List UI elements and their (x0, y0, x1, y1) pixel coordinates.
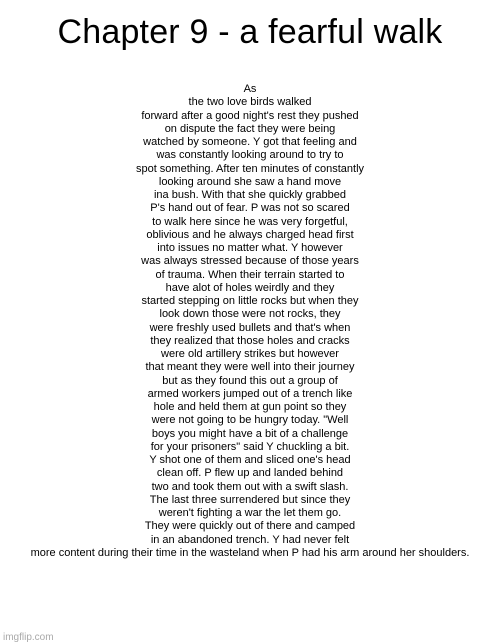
story-line: on dispute the fact they were being (164, 122, 336, 135)
story-line: started stepping on little rocks but when they (141, 295, 359, 307)
story-line: but as they found this out a group of (162, 374, 338, 387)
story-line: As (243, 83, 257, 95)
story-line: clean off. P flew up and landed behind (156, 467, 344, 480)
imgflip-watermark: imgflip.com (3, 632, 54, 643)
story-text (0, 83, 500, 560)
story-line: armed workers jumped out of a trench like (147, 387, 353, 400)
story-line: forward after a good night's rest they pushed (141, 109, 359, 122)
story-line: oblivious and he always charged head first (146, 228, 354, 241)
story-line: ina bush. With that she quickly grabbed (153, 189, 346, 201)
story-line: boys you might have a bit of a challenge (151, 427, 349, 440)
story-line: were old artillery strikes but however (161, 348, 339, 360)
story-line: more content during their time in the wasteland when P had his arm around her shoulders. (30, 546, 470, 559)
story-line: for your prisoners" said Y chuckling a bit. (150, 440, 350, 453)
story-line: of trauma. When their terrain started to (155, 268, 345, 281)
story-line: into issues no matter what. Y however (157, 242, 343, 254)
story-line: to walk here since he was very forgetful, (152, 215, 348, 228)
story-line: have alot of holes weirdly and they (165, 281, 335, 294)
story-line: were freshly used bullets and that's when (149, 321, 351, 334)
story-line: was always stressed because of those years (141, 255, 359, 268)
story-line: they realized that those holes and cracks (150, 334, 350, 347)
story-line: looking around she saw a hand move (158, 175, 342, 188)
story-line: was constantly looking around to try to (156, 149, 344, 162)
story-line: two and took them out with a swift slash. (151, 480, 349, 493)
story-line: that meant they were well into their journey (145, 361, 355, 374)
story-line: They were quickly out of there and camped (144, 520, 356, 533)
story-line: spot something. After ten minutes of constantly (135, 162, 365, 175)
story-line: weren't fighting a war the let them go. (158, 507, 342, 519)
story-line: in an abandoned trench. Y had never felt (150, 533, 350, 546)
story-line: were not going to be hungry today. "Well (151, 414, 349, 427)
story-line: Y shot one of them and sliced one's head (149, 454, 351, 466)
story-line: look down those were not rocks, they (159, 308, 341, 321)
story-line: hole and held them at gun point so they (153, 401, 347, 413)
chapter-title: Chapter 9 - a fearful walk (57, 13, 443, 51)
story-line: P's hand out of fear. P was not so scared (150, 202, 350, 215)
story-line: The last three surrendered but since they (149, 493, 351, 506)
story-line: the two love birds walked (188, 96, 312, 109)
story-line: watched by someone. Y got that feeling and (143, 136, 357, 148)
